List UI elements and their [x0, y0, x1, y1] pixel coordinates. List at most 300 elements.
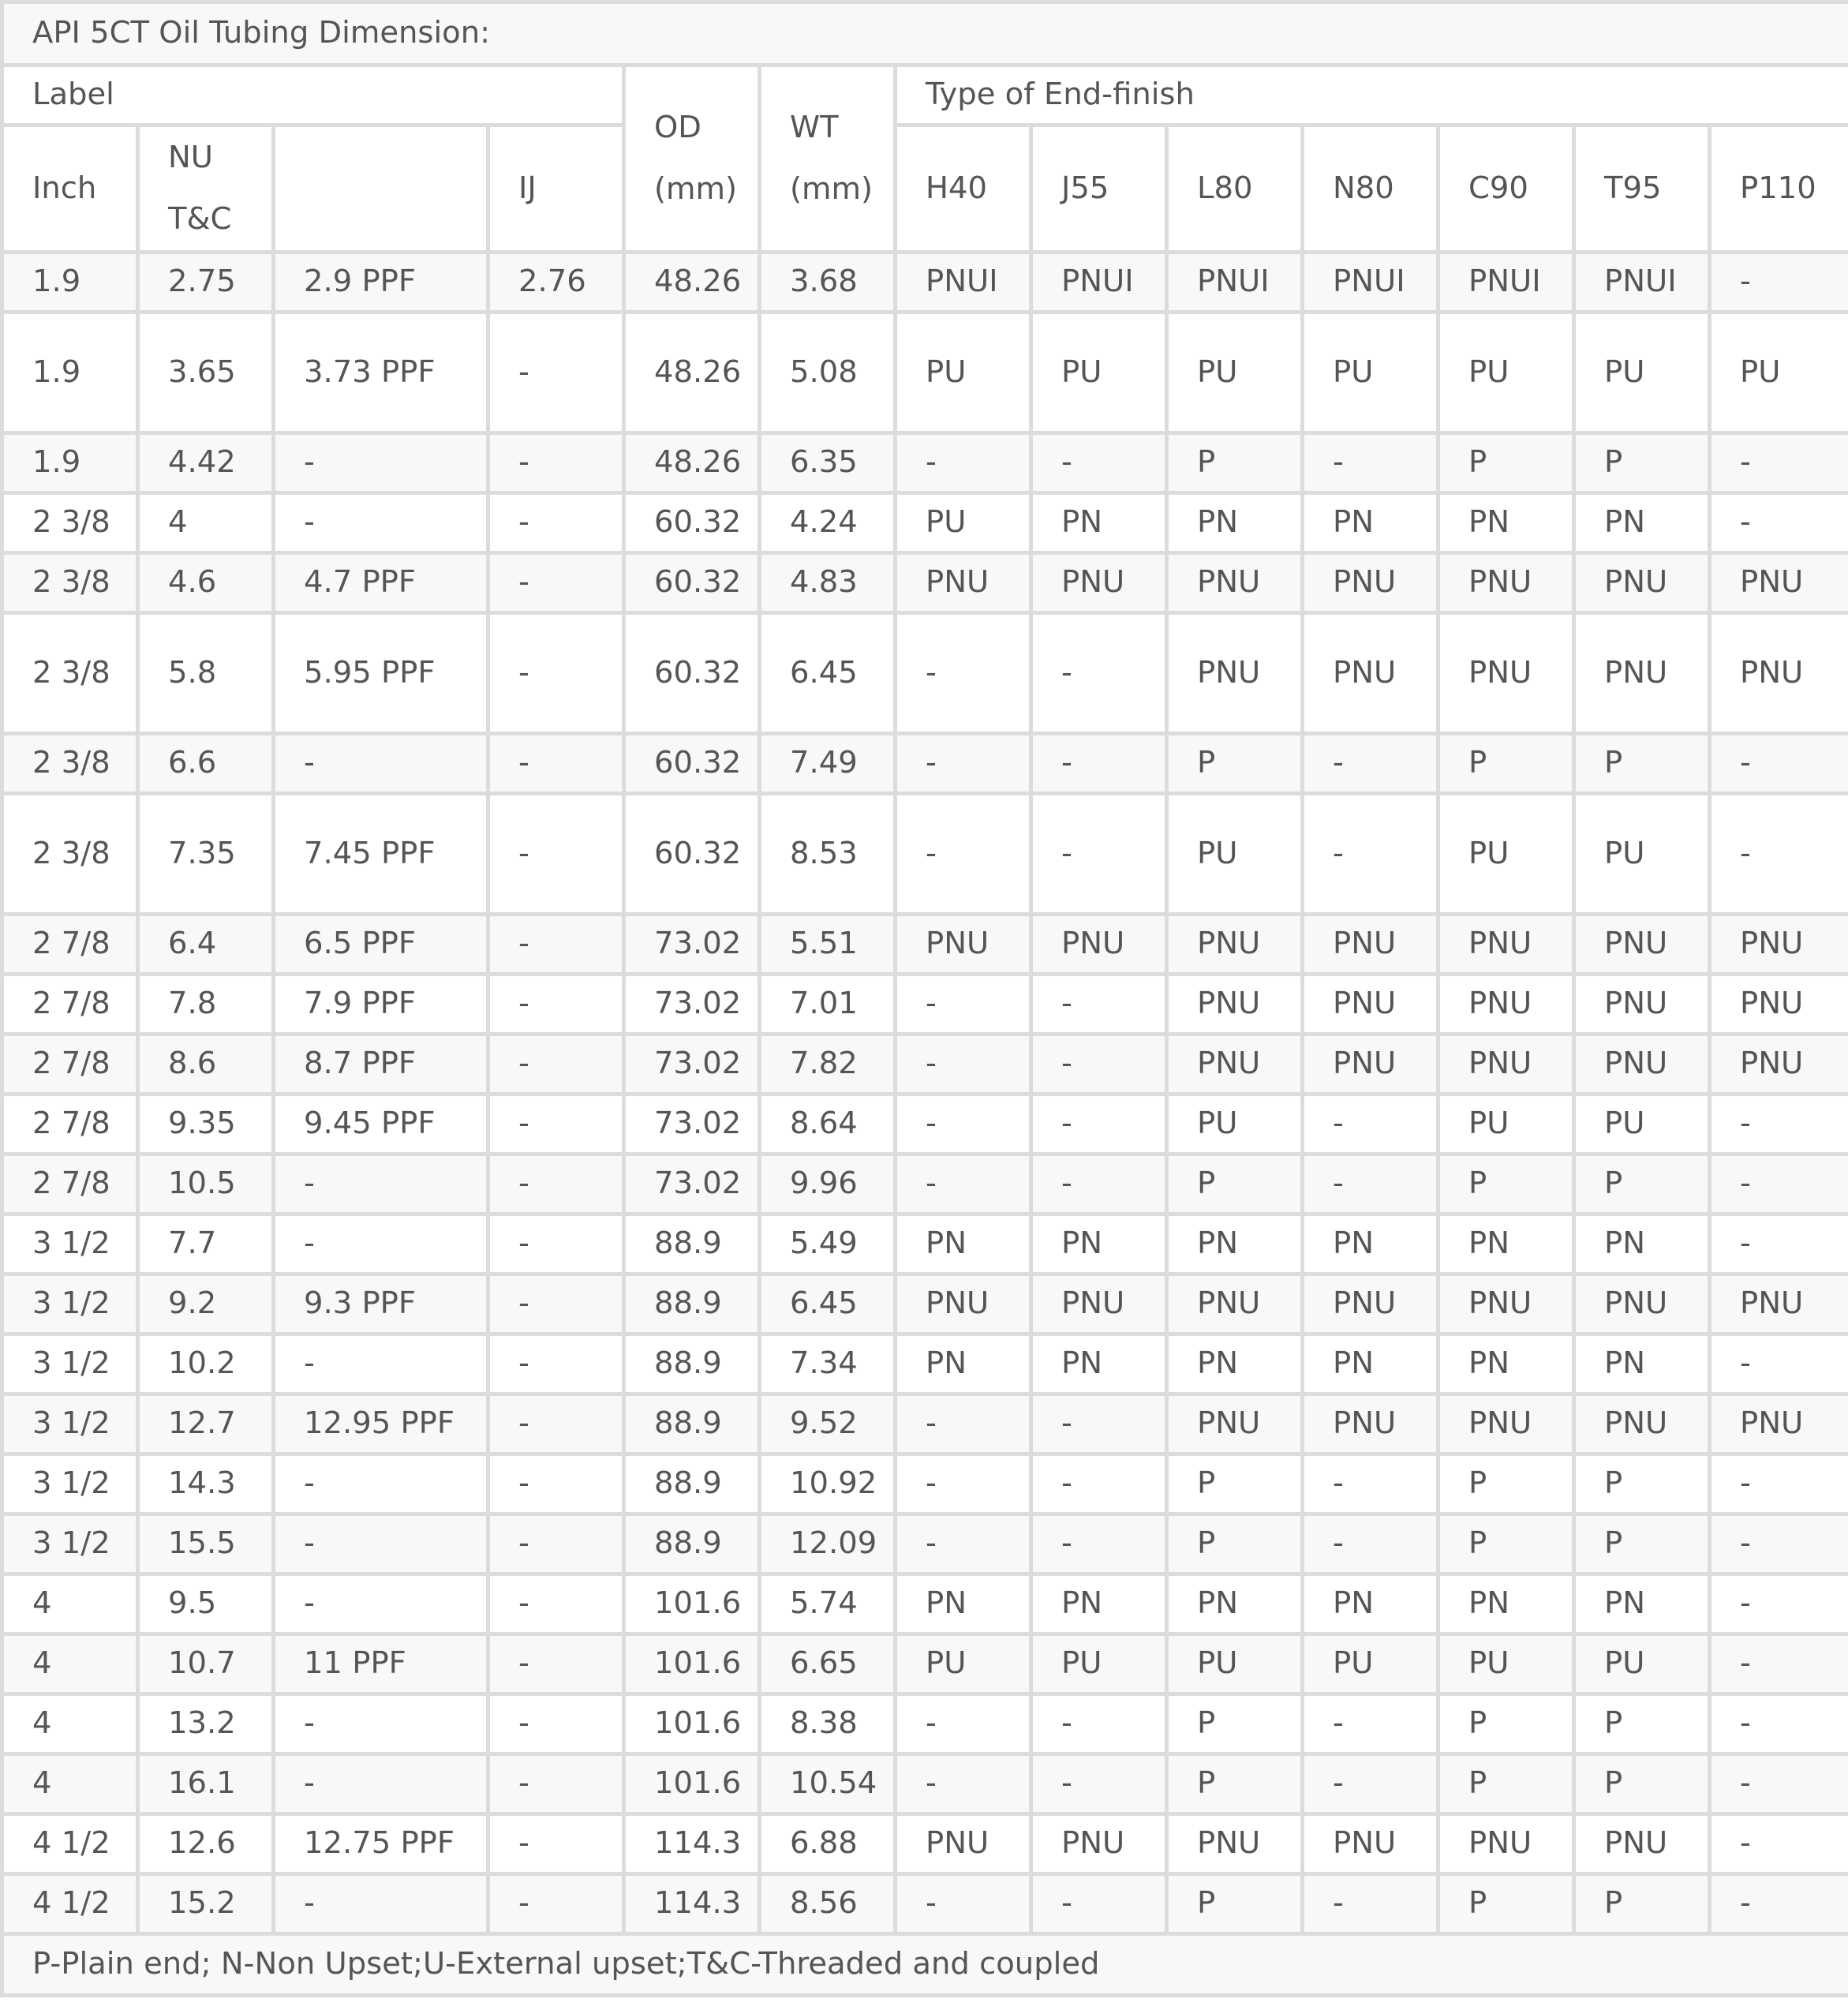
cell-ij: -: [488, 1574, 624, 1634]
cell-n80: -: [1303, 734, 1438, 794]
cell-inch: 1.9: [2, 313, 138, 433]
cell-l80: P: [1167, 1454, 1303, 1514]
cell-nu: 12.6: [138, 1814, 274, 1874]
cell-inch: 2 7/8: [2, 915, 138, 975]
cell-l80: P: [1167, 1874, 1303, 1934]
cell-ij: -: [488, 794, 624, 915]
cell-ij: -: [488, 734, 624, 794]
cell-p110: PNU: [1710, 915, 1848, 975]
cell-n80: -: [1303, 433, 1438, 493]
table-row: [2, 1694, 1848, 1754]
cell-ij: -: [488, 1634, 624, 1694]
table-row: [2, 1214, 1848, 1274]
cell-p110: -: [1710, 1754, 1848, 1814]
cell-t95: P: [1574, 1874, 1710, 1934]
cell-j55: -: [1031, 1754, 1167, 1814]
table-row: [2, 794, 1848, 915]
cell-n80: -: [1303, 1874, 1438, 1934]
cell-nu: 10.2: [138, 1334, 274, 1394]
cell-nu: 10.5: [138, 1155, 274, 1214]
cell-inch: 4: [2, 1754, 138, 1814]
cell-n80: PNU: [1303, 613, 1438, 734]
cell-wt: 6.88: [760, 1814, 896, 1874]
cell-ppf: -: [274, 1334, 488, 1394]
cell-h40: PU: [896, 1634, 1031, 1694]
cell-t95: PNU: [1574, 1394, 1710, 1454]
cell-t95: PU: [1574, 1095, 1710, 1155]
cell-od: 101.6: [624, 1694, 760, 1754]
cell-l80: P: [1167, 1754, 1303, 1814]
cell-n80: PNUI: [1303, 253, 1438, 313]
nu-header: [138, 125, 274, 253]
cell-j55: -: [1031, 1155, 1167, 1214]
end-finish-header: Type of End-finish: [896, 65, 1848, 125]
cell-od: 48.26: [624, 253, 760, 313]
cell-nu: 8.6: [138, 1035, 274, 1095]
cell-od: 60.32: [624, 613, 760, 734]
cell-inch: 4: [2, 1574, 138, 1634]
cell-l80: PNU: [1167, 1394, 1303, 1454]
cell-p110: -: [1710, 1155, 1848, 1214]
cell-t95: PNU: [1574, 553, 1710, 613]
cell-j55: -: [1031, 1454, 1167, 1514]
cell-l80: P: [1167, 1514, 1303, 1574]
cell-j55: PNU: [1031, 553, 1167, 613]
cell-h40: -: [896, 1155, 1031, 1214]
cell-wt: 9.96: [760, 1155, 896, 1214]
cell-ppf: -: [274, 1454, 488, 1514]
cell-nu: 12.7: [138, 1394, 274, 1454]
cell-c90: PU: [1438, 1095, 1574, 1155]
cell-ij: 2.76: [488, 253, 624, 313]
cell-wt: 10.54: [760, 1754, 896, 1814]
cell-ppf: 7.45 PPF: [274, 794, 488, 915]
cell-t95: PN: [1574, 1574, 1710, 1634]
cell-c90: PNU: [1438, 915, 1574, 975]
cell-c90: P: [1438, 1754, 1574, 1814]
nu-header-line2: T&C: [168, 201, 232, 237]
cell-nu: 10.7: [138, 1634, 274, 1694]
cell-ij: -: [488, 1874, 624, 1934]
cell-h40: PU: [896, 313, 1031, 433]
cell-p110: -: [1710, 253, 1848, 313]
cell-t95: PN: [1574, 493, 1710, 553]
cell-ij: -: [488, 1514, 624, 1574]
cell-n80: PN: [1303, 1574, 1438, 1634]
cell-inch: 4 1/2: [2, 1874, 138, 1934]
cell-ppf: -: [274, 1514, 488, 1574]
od-header-line2: (mm): [654, 171, 738, 207]
cell-t95: PNU: [1574, 975, 1710, 1035]
cell-inch: 4: [2, 1694, 138, 1754]
cell-wt: 12.09: [760, 1514, 896, 1574]
cell-t95: PNU: [1574, 1274, 1710, 1334]
grade-header-t95: T95: [1574, 125, 1710, 253]
cell-inch: 4: [2, 1634, 138, 1694]
cell-j55: PNU: [1031, 1274, 1167, 1334]
cell-c90: PNU: [1438, 1814, 1574, 1874]
cell-ij: -: [488, 493, 624, 553]
cell-t95: PNUI: [1574, 253, 1710, 313]
cell-nu: 5.8: [138, 613, 274, 734]
cell-ij: -: [488, 1754, 624, 1814]
table-row: [2, 1095, 1848, 1155]
cell-ij: -: [488, 1394, 624, 1454]
cell-j55: PN: [1031, 1574, 1167, 1634]
table-row: [2, 1874, 1848, 1934]
cell-n80: -: [1303, 1514, 1438, 1574]
cell-wt: 8.64: [760, 1095, 896, 1155]
cell-c90: PN: [1438, 1574, 1574, 1634]
cell-t95: P: [1574, 1454, 1710, 1514]
cell-t95: PU: [1574, 794, 1710, 915]
table-row: [2, 915, 1848, 975]
cell-c90: P: [1438, 1514, 1574, 1574]
cell-n80: PNU: [1303, 1394, 1438, 1454]
cell-l80: PNU: [1167, 915, 1303, 975]
cell-h40: -: [896, 1394, 1031, 1454]
cell-h40: -: [896, 1035, 1031, 1095]
cell-wt: 5.51: [760, 915, 896, 975]
table-row: [2, 1334, 1848, 1394]
cell-p110: -: [1710, 1334, 1848, 1394]
cell-ij: -: [488, 433, 624, 493]
cell-od: 48.26: [624, 313, 760, 433]
cell-od: 60.32: [624, 734, 760, 794]
cell-wt: 7.82: [760, 1035, 896, 1095]
cell-ppf: 7.9 PPF: [274, 975, 488, 1035]
cell-od: 60.32: [624, 493, 760, 553]
cell-l80: PNU: [1167, 975, 1303, 1035]
cell-wt: 7.34: [760, 1334, 896, 1394]
cell-h40: PNUI: [896, 253, 1031, 313]
cell-ij: -: [488, 613, 624, 734]
grade-header-j55: J55: [1031, 125, 1167, 253]
cell-h40: -: [896, 613, 1031, 734]
cell-j55: -: [1031, 1874, 1167, 1934]
cell-ij: -: [488, 1035, 624, 1095]
cell-wt: 6.35: [760, 433, 896, 493]
cell-p110: -: [1710, 1694, 1848, 1754]
cell-n80: PN: [1303, 1214, 1438, 1274]
cell-ppf: 5.95 PPF: [274, 613, 488, 734]
wt-header-line2: (mm): [790, 171, 873, 207]
cell-n80: PNU: [1303, 975, 1438, 1035]
cell-j55: -: [1031, 1394, 1167, 1454]
inch-header: Inch: [2, 125, 138, 253]
cell-n80: PN: [1303, 493, 1438, 553]
cell-n80: -: [1303, 1155, 1438, 1214]
cell-j55: PN: [1031, 1214, 1167, 1274]
cell-wt: 8.38: [760, 1694, 896, 1754]
cell-n80: PNU: [1303, 553, 1438, 613]
cell-h40: PN: [896, 1334, 1031, 1394]
table-row: [2, 1035, 1848, 1095]
cell-l80: PU: [1167, 313, 1303, 433]
cell-j55: -: [1031, 433, 1167, 493]
cell-inch: 2 7/8: [2, 1035, 138, 1095]
cell-j55: PNU: [1031, 1814, 1167, 1874]
cell-n80: -: [1303, 794, 1438, 915]
cell-l80: PU: [1167, 794, 1303, 915]
cell-h40: -: [896, 794, 1031, 915]
cell-ppf: 2.9 PPF: [274, 253, 488, 313]
cell-od: 88.9: [624, 1334, 760, 1394]
cell-p110: -: [1710, 1454, 1848, 1514]
cell-p110: -: [1710, 1214, 1848, 1274]
wt-header-line1: WT: [790, 110, 839, 145]
cell-n80: PU: [1303, 1634, 1438, 1694]
cell-c90: P: [1438, 1454, 1574, 1514]
cell-ppf: -: [274, 1874, 488, 1934]
cell-h40: -: [896, 975, 1031, 1035]
cell-wt: 4.83: [760, 553, 896, 613]
cell-j55: -: [1031, 1694, 1167, 1754]
label-header: Label: [2, 65, 624, 125]
cell-c90: PU: [1438, 313, 1574, 433]
cell-inch: 3 1/2: [2, 1334, 138, 1394]
cell-c90: PNU: [1438, 1394, 1574, 1454]
cell-p110: -: [1710, 1095, 1848, 1155]
ppf-header: [274, 125, 488, 253]
cell-ppf: -: [274, 1694, 488, 1754]
cell-j55: -: [1031, 1514, 1167, 1574]
cell-ppf: 6.5 PPF: [274, 915, 488, 975]
cell-nu: 16.1: [138, 1754, 274, 1814]
cell-t95: P: [1574, 1694, 1710, 1754]
cell-inch: 3 1/2: [2, 1394, 138, 1454]
cell-j55: -: [1031, 613, 1167, 734]
cell-ppf: 8.7 PPF: [274, 1035, 488, 1095]
cell-l80: P: [1167, 433, 1303, 493]
cell-h40: -: [896, 1754, 1031, 1814]
cell-nu: 6.6: [138, 734, 274, 794]
cell-p110: -: [1710, 1514, 1848, 1574]
od-header-line1: OD: [654, 110, 701, 145]
cell-c90: PNU: [1438, 1274, 1574, 1334]
cell-od: 60.32: [624, 794, 760, 915]
table-row: [2, 493, 1848, 553]
cell-ppf: -: [274, 734, 488, 794]
cell-nu: 2.75: [138, 253, 274, 313]
cell-od: 101.6: [624, 1634, 760, 1694]
cell-nu: 9.2: [138, 1274, 274, 1334]
cell-ppf: 9.3 PPF: [274, 1274, 488, 1334]
grade-header-h40: H40: [896, 125, 1031, 253]
cell-nu: 15.2: [138, 1874, 274, 1934]
cell-t95: P: [1574, 1754, 1710, 1814]
cell-c90: PNUI: [1438, 253, 1574, 313]
cell-l80: PNU: [1167, 553, 1303, 613]
table-footer-note: P-Plain end; N-Non Upset;U-External upset;T&C-Threaded and coupled: [2, 1934, 1848, 1996]
cell-n80: PNU: [1303, 1814, 1438, 1874]
cell-l80: PNU: [1167, 1814, 1303, 1874]
cell-h40: PN: [896, 1214, 1031, 1274]
cell-nu: 7.8: [138, 975, 274, 1035]
cell-od: 88.9: [624, 1214, 760, 1274]
cell-inch: 2 7/8: [2, 1095, 138, 1155]
cell-od: 60.32: [624, 553, 760, 613]
ij-header: IJ: [488, 125, 624, 253]
cell-p110: -: [1710, 493, 1848, 553]
cell-wt: 6.65: [760, 1634, 896, 1694]
cell-p110: PNU: [1710, 1035, 1848, 1095]
cell-ppf: 3.73 PPF: [274, 313, 488, 433]
table-row: [2, 975, 1848, 1035]
cell-j55: PU: [1031, 313, 1167, 433]
cell-ppf: -: [274, 493, 488, 553]
cell-p110: PNU: [1710, 1274, 1848, 1334]
cell-nu: 3.65: [138, 313, 274, 433]
cell-inch: 3 1/2: [2, 1274, 138, 1334]
cell-od: 101.6: [624, 1754, 760, 1814]
cell-p110: PNU: [1710, 613, 1848, 734]
cell-inch: 3 1/2: [2, 1514, 138, 1574]
cell-c90: P: [1438, 433, 1574, 493]
cell-inch: 1.9: [2, 433, 138, 493]
table-row: [2, 313, 1848, 433]
cell-wt: 7.49: [760, 734, 896, 794]
cell-n80: -: [1303, 1694, 1438, 1754]
cell-c90: P: [1438, 1155, 1574, 1214]
cell-p110: -: [1710, 1574, 1848, 1634]
cell-od: 88.9: [624, 1454, 760, 1514]
cell-t95: P: [1574, 1155, 1710, 1214]
cell-h40: -: [896, 1694, 1031, 1754]
table-row: [2, 1514, 1848, 1574]
cell-ppf: -: [274, 1754, 488, 1814]
cell-ij: -: [488, 1214, 624, 1274]
cell-ppf: 11 PPF: [274, 1634, 488, 1694]
grade-header-l80: L80: [1167, 125, 1303, 253]
cell-l80: PN: [1167, 1574, 1303, 1634]
cell-wt: 8.56: [760, 1874, 896, 1934]
cell-ppf: 12.75 PPF: [274, 1814, 488, 1874]
cell-od: 114.3: [624, 1814, 760, 1874]
cell-t95: P: [1574, 734, 1710, 794]
cell-wt: 4.24: [760, 493, 896, 553]
cell-nu: 4.42: [138, 433, 274, 493]
cell-t95: PNU: [1574, 613, 1710, 734]
cell-nu: 9.35: [138, 1095, 274, 1155]
cell-t95: P: [1574, 433, 1710, 493]
table-row: [2, 613, 1848, 734]
cell-j55: -: [1031, 1035, 1167, 1095]
grade-header-p110: P110: [1710, 125, 1848, 253]
cell-inch: 1.9: [2, 253, 138, 313]
table-row: [2, 1454, 1848, 1514]
cell-h40: -: [896, 433, 1031, 493]
cell-c90: PNU: [1438, 975, 1574, 1035]
cell-n80: PNU: [1303, 1035, 1438, 1095]
cell-j55: -: [1031, 1095, 1167, 1155]
table-row: [2, 1574, 1848, 1634]
cell-l80: PN: [1167, 493, 1303, 553]
cell-inch: 3 1/2: [2, 1214, 138, 1274]
cell-t95: PN: [1574, 1334, 1710, 1394]
cell-p110: PNU: [1710, 1394, 1848, 1454]
cell-ij: -: [488, 975, 624, 1035]
cell-t95: PNU: [1574, 1814, 1710, 1874]
cell-p110: -: [1710, 734, 1848, 794]
cell-n80: PN: [1303, 1334, 1438, 1394]
table-title: API 5CT Oil Tubing Dimension:: [2, 2, 1848, 65]
cell-c90: P: [1438, 734, 1574, 794]
cell-c90: PNU: [1438, 613, 1574, 734]
cell-od: 114.3: [624, 1874, 760, 1934]
cell-c90: PU: [1438, 1634, 1574, 1694]
cell-l80: PNU: [1167, 613, 1303, 734]
cell-ppf: 9.45 PPF: [274, 1095, 488, 1155]
cell-ij: -: [488, 1694, 624, 1754]
cell-wt: 10.92: [760, 1454, 896, 1514]
cell-h40: PNU: [896, 915, 1031, 975]
cell-od: 101.6: [624, 1574, 760, 1634]
cell-p110: PU: [1710, 313, 1848, 433]
cell-wt: 9.52: [760, 1394, 896, 1454]
cell-nu: 9.5: [138, 1574, 274, 1634]
cell-n80: PNU: [1303, 1274, 1438, 1334]
table-row: [2, 1155, 1848, 1214]
cell-t95: PU: [1574, 1634, 1710, 1694]
cell-c90: P: [1438, 1694, 1574, 1754]
cell-nu: 4: [138, 493, 274, 553]
cell-l80: PN: [1167, 1214, 1303, 1274]
cell-wt: 3.68: [760, 253, 896, 313]
cell-ppf: 12.95 PPF: [274, 1394, 488, 1454]
cell-wt: 7.01: [760, 975, 896, 1035]
cell-inch: 2 3/8: [2, 734, 138, 794]
cell-p110: -: [1710, 1634, 1848, 1694]
cell-od: 73.02: [624, 1095, 760, 1155]
cell-h40: -: [896, 1095, 1031, 1155]
cell-ij: -: [488, 1334, 624, 1394]
cell-j55: PNU: [1031, 915, 1167, 975]
table-row: [2, 433, 1848, 493]
cell-ij: -: [488, 1274, 624, 1334]
cell-od: 88.9: [624, 1514, 760, 1574]
cell-t95: PU: [1574, 313, 1710, 433]
cell-inch: 2 7/8: [2, 975, 138, 1035]
cell-j55: PU: [1031, 1634, 1167, 1694]
cell-inch: 2 3/8: [2, 493, 138, 553]
cell-nu: 13.2: [138, 1694, 274, 1754]
cell-c90: PNU: [1438, 1035, 1574, 1095]
cell-h40: PNU: [896, 1274, 1031, 1334]
cell-l80: PNU: [1167, 1274, 1303, 1334]
cell-c90: PU: [1438, 794, 1574, 915]
cell-h40: PNU: [896, 1814, 1031, 1874]
grade-header-n80: N80: [1303, 125, 1438, 253]
cell-l80: PU: [1167, 1634, 1303, 1694]
cell-od: 73.02: [624, 975, 760, 1035]
cell-nu: 14.3: [138, 1454, 274, 1514]
cell-n80: -: [1303, 1454, 1438, 1514]
cell-n80: PNU: [1303, 915, 1438, 975]
table-body: [2, 253, 1848, 1934]
cell-ppf: 4.7 PPF: [274, 553, 488, 613]
cell-nu: 7.35: [138, 794, 274, 915]
table-row: [2, 253, 1848, 313]
cell-p110: -: [1710, 794, 1848, 915]
table-row: [2, 1814, 1848, 1874]
wt-header: [760, 65, 896, 253]
cell-ppf: -: [274, 1155, 488, 1214]
cell-l80: P: [1167, 1694, 1303, 1754]
cell-p110: -: [1710, 433, 1848, 493]
cell-nu: 6.4: [138, 915, 274, 975]
cell-t95: PNU: [1574, 915, 1710, 975]
